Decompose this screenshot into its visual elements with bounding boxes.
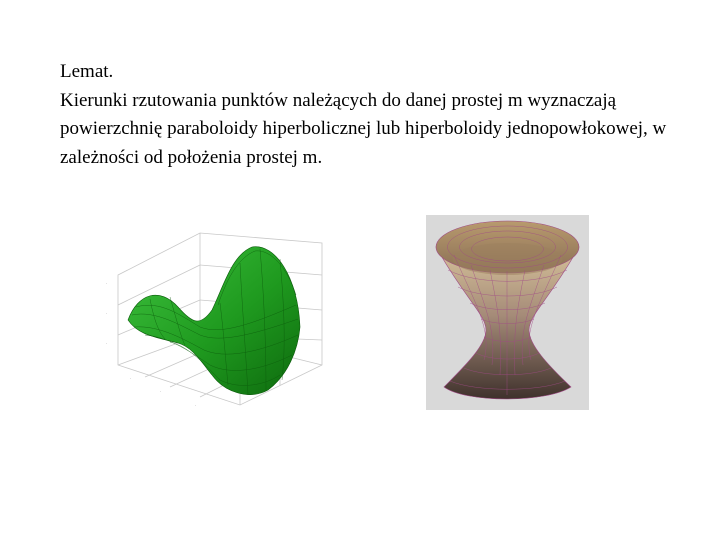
svg-text:·: ·: [106, 341, 108, 346]
svg-text:·: ·: [160, 389, 162, 394]
lemma-heading: Lemat.: [60, 61, 114, 82]
saddle-surface: [128, 247, 300, 395]
lemma-body: Kierunki rzutowania punktów należących do danej prostej m wyznaczają powierzchnię paraboloidy hiperbolicznej lub hiperboloidy jednopowłokowej, w zależności od położenia prostej m.: [60, 89, 667, 168]
svg-text:·: ·: [106, 311, 108, 316]
svg-text:·: ·: [195, 403, 197, 408]
svg-text:·: ·: [130, 376, 132, 381]
hyperbolic-paraboloid-image: [100, 215, 330, 430]
svg-text:·: ·: [106, 281, 108, 286]
lemma-text-block: [60, 58, 700, 172]
hyperboloid-image: [426, 215, 589, 410]
